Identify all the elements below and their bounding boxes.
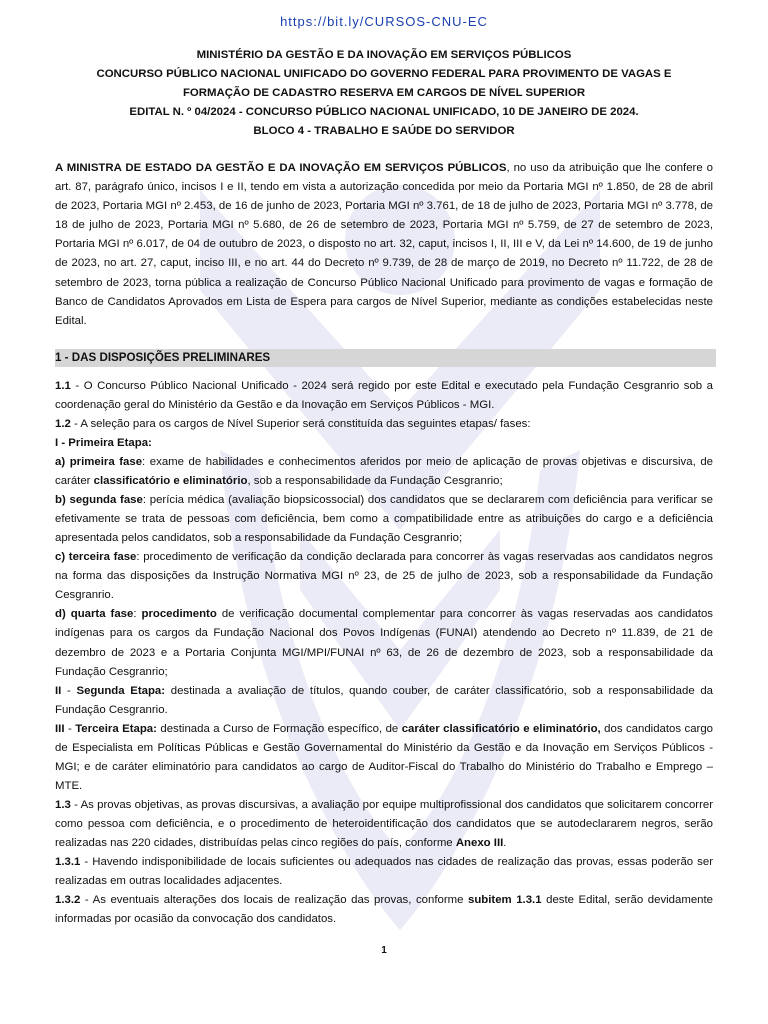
item-1-3-1 — [55, 853, 713, 891]
phase-text: : procedimento de verificação da condição declarada para concorrer às vagas reservadas aos candidatos negros na forma das disposições da Instrução Normativa MGI nº 23, de 25 de julho de 2023, sob a responsabilidade da Fundação Cesgranrio. — [55, 551, 713, 602]
phase-text: : exame de habilidades e conhecimentos aferidos por meio de aplicação de provas objetivas e discursiva, de caráter — [55, 456, 713, 488]
item-number: 1.3.2 — [55, 894, 81, 907]
phase-text: : perícia médica (avaliação biopsicossocial) dos candidatos que se declararem com deficiência para verificar se efetivamente se trata de pessoas com deficiência, bem como a compatibilidade entre as atribuições do cargo e a deficiência apresentada pelos candidatos, sob a responsabilidade da Fundação Cesgranrio; — [55, 494, 714, 545]
header-contest-cont: FORMAÇÃO DE CADASTRO RESERVA EM CARGOS DE NÍVEL SUPERIOR — [182, 87, 586, 99]
stage-label: Terceira Etapa: — [75, 722, 157, 735]
header-edital: EDITAL N. º 04/2024 - CONCURSO PÚBLICO NACIONAL UNIFICADO, 10 DE JANEIRO DE 2024. — [129, 106, 639, 118]
intro-paragraph — [55, 159, 713, 331]
intro-text: , no uso da atribuição que lhe confere o art. 87, parágrafo único, incisos I e II, tendo em vista a autorização concedida por meio da Portaria MGI nº 1.850, de 28 de abril de 2023, Portaria MGI nº 2.453, de 16 de junho de 2023, Portaria MGI nº 3.761, de 18 de julho de 2023, Portaria MGI nº 3.778, de 18 de julho de 2023, Portaria MGI nº 5.680, de 26 de setembro de 2023, Portaria MGI nº 5.759, de 27 de setembro de 2023, Portaria MGI nº 6.017, de 04 de outubro de 2023, o disposto no art. 32, caput, incisos I, II, III e V, da Lei nº 14.600, de 19 de junho de 2023, no art. 27, caput, inciso III, e no art. 44 do Decreto nº 9.739, de 28 de março de 2019, no Decreto nº 11.722, de 28 de setembro de 2023, torna pública a realização de Concurso Público Nacional Unificado para provimento de vagas e formação de Banco de Candidatos Aprovados em Lista de Espera para cargos de Nível Superior, mediante as condições estabelecidas neste Edital. — [55, 162, 713, 327]
phase-d — [55, 605, 713, 681]
item-number: 1.3.1 — [55, 856, 81, 869]
item-number: 1.1 — [55, 379, 71, 392]
stage-number: III — [55, 722, 65, 735]
stage-text: destinada a Curso de Formação específico, de — [156, 722, 402, 735]
phase-emphasis: classificatório e eliminatório — [93, 475, 248, 488]
item-1-3 — [55, 796, 713, 853]
phase-label: a) primeira fase — [55, 456, 143, 469]
item-text-end: deste Edital, serão devidamente informadas por ocasião da convocação dos candidatos. — [55, 894, 714, 926]
section-content — [55, 377, 713, 929]
annex-reference: Anexo III — [455, 836, 504, 849]
item-1-3-2 — [55, 891, 713, 929]
item-number: 1.3 — [55, 798, 71, 811]
document-header — [55, 46, 713, 141]
page-number: 1 — [381, 945, 387, 956]
stage-label: Segunda Etapa: — [76, 684, 166, 697]
phase-label: b) segunda fase — [55, 494, 143, 507]
item-text-end: . — [503, 836, 507, 849]
phase-separator: : — [133, 608, 142, 621]
item-1-2 — [55, 415, 713, 434]
item-text: - As eventuais alterações dos locais de realização das provas, conforme — [80, 894, 468, 907]
item-text: - Havendo indisponibilidade de locais suficientes ou adequados nas cidades de realização das provas, essas poderão ser realizadas em outras localidades adjacentes. — [55, 856, 713, 888]
phase-b — [55, 491, 713, 548]
header-contest: CONCURSO PÚBLICO NACIONAL UNIFICADO DO GOVERNO FEDERAL PARA PROVIMENTO DE VAGAS E — [96, 68, 672, 80]
stage-text: destinada a avaliação de títulos, quando couber, de caráter classificatório, sob a responsabilidade da Fundação Cesgranrio. — [55, 684, 714, 716]
phase-emphasis: procedimento — [141, 608, 217, 621]
section-title: 1 - DAS DISPOSIÇÕES PRELIMINARES — [55, 349, 716, 367]
header-ministry: MINISTÉRIO DA GESTÃO E DA INOVAÇÃO EM SERVIÇOS PÚBLICOS — [196, 49, 572, 61]
phase-text: de verificação documental complementar para concorrer às vagas reservadas aos candidatos indígenas para os cargos da Fundação Nacional dos Povos Indígenas (FUNAI) atendendo ao Decreto nº 11.839, de 21 de dezembro de 2023 e a Portaria Conjunta MGI/MPI/FUNAI nº 63, de 26 de dezembro de 2023, sob a responsabilidade da Fundação Cesgranrio; — [55, 608, 713, 678]
phase-label: c) terceira fase — [55, 551, 137, 564]
stage-separator: - — [61, 684, 77, 697]
item-number: 1.2 — [55, 417, 71, 430]
stage-text: dos candidatos cargo de Especialista em Políticas Públicas e Gestão Governamental do Ministério da Gestão e da Inovação em Serviços Públicos - MGI; e de caráter eliminatório para candidatos ao cargo de Auditor-Fiscal do Trabalho do Ministério do Trabalho e Emprego – MTE. — [55, 722, 713, 792]
phase-label: d) quarta fase — [55, 608, 134, 621]
stage-3 — [55, 720, 713, 796]
stage-label: I - Primeira Etapa: — [55, 436, 152, 449]
phase-a — [55, 453, 713, 491]
stage-1-heading — [55, 434, 713, 453]
course-link[interactable]: https://bit.ly/CURSOS-CNU-EC — [280, 14, 488, 29]
stage-2 — [55, 682, 713, 720]
stage-separator: - — [64, 722, 76, 735]
item-text: - A seleção para os cargos de Nível Superior será constituída das seguintes etapas/ fases: — [70, 417, 531, 430]
header-block: BLOCO 4 - TRABALHO E SAÚDE DO SERVIDOR — [253, 125, 515, 137]
phase-text: , sob a responsabilidade da Fundação Cesgranrio; — [247, 475, 503, 488]
subitem-reference: subitem 1.3.1 — [468, 894, 542, 907]
stage-emphasis: caráter classificatório e eliminatório, — [401, 722, 601, 735]
item-1-1 — [55, 377, 713, 415]
item-text: - As provas objetivas, as provas discursivas, a avaliação por equipe multiprofissional dos candidatos que solicitarem concorrer como pessoa com deficiência, e o procedimento de heteroidentificação dos candidatos que se autodeclararem negros, serão realizadas nas 220 cidades, distribuídas pelas cinco regiões do país, conforme — [55, 798, 713, 849]
intro-lead: A MINISTRA DE ESTADO DA GESTÃO E DA INOVAÇÃO EM SERVIÇOS PÚBLICOS — [55, 162, 507, 174]
stage-number: II — [55, 684, 62, 697]
phase-c — [55, 548, 713, 605]
item-text: - O Concurso Público Nacional Unificado - 2024 será regido por este Edital e executado pela Fundação Cesgranrio sob a coordenação geral do Ministério da Gestão e da Inovação em Serviços Públicos - MGI. — [55, 379, 713, 411]
